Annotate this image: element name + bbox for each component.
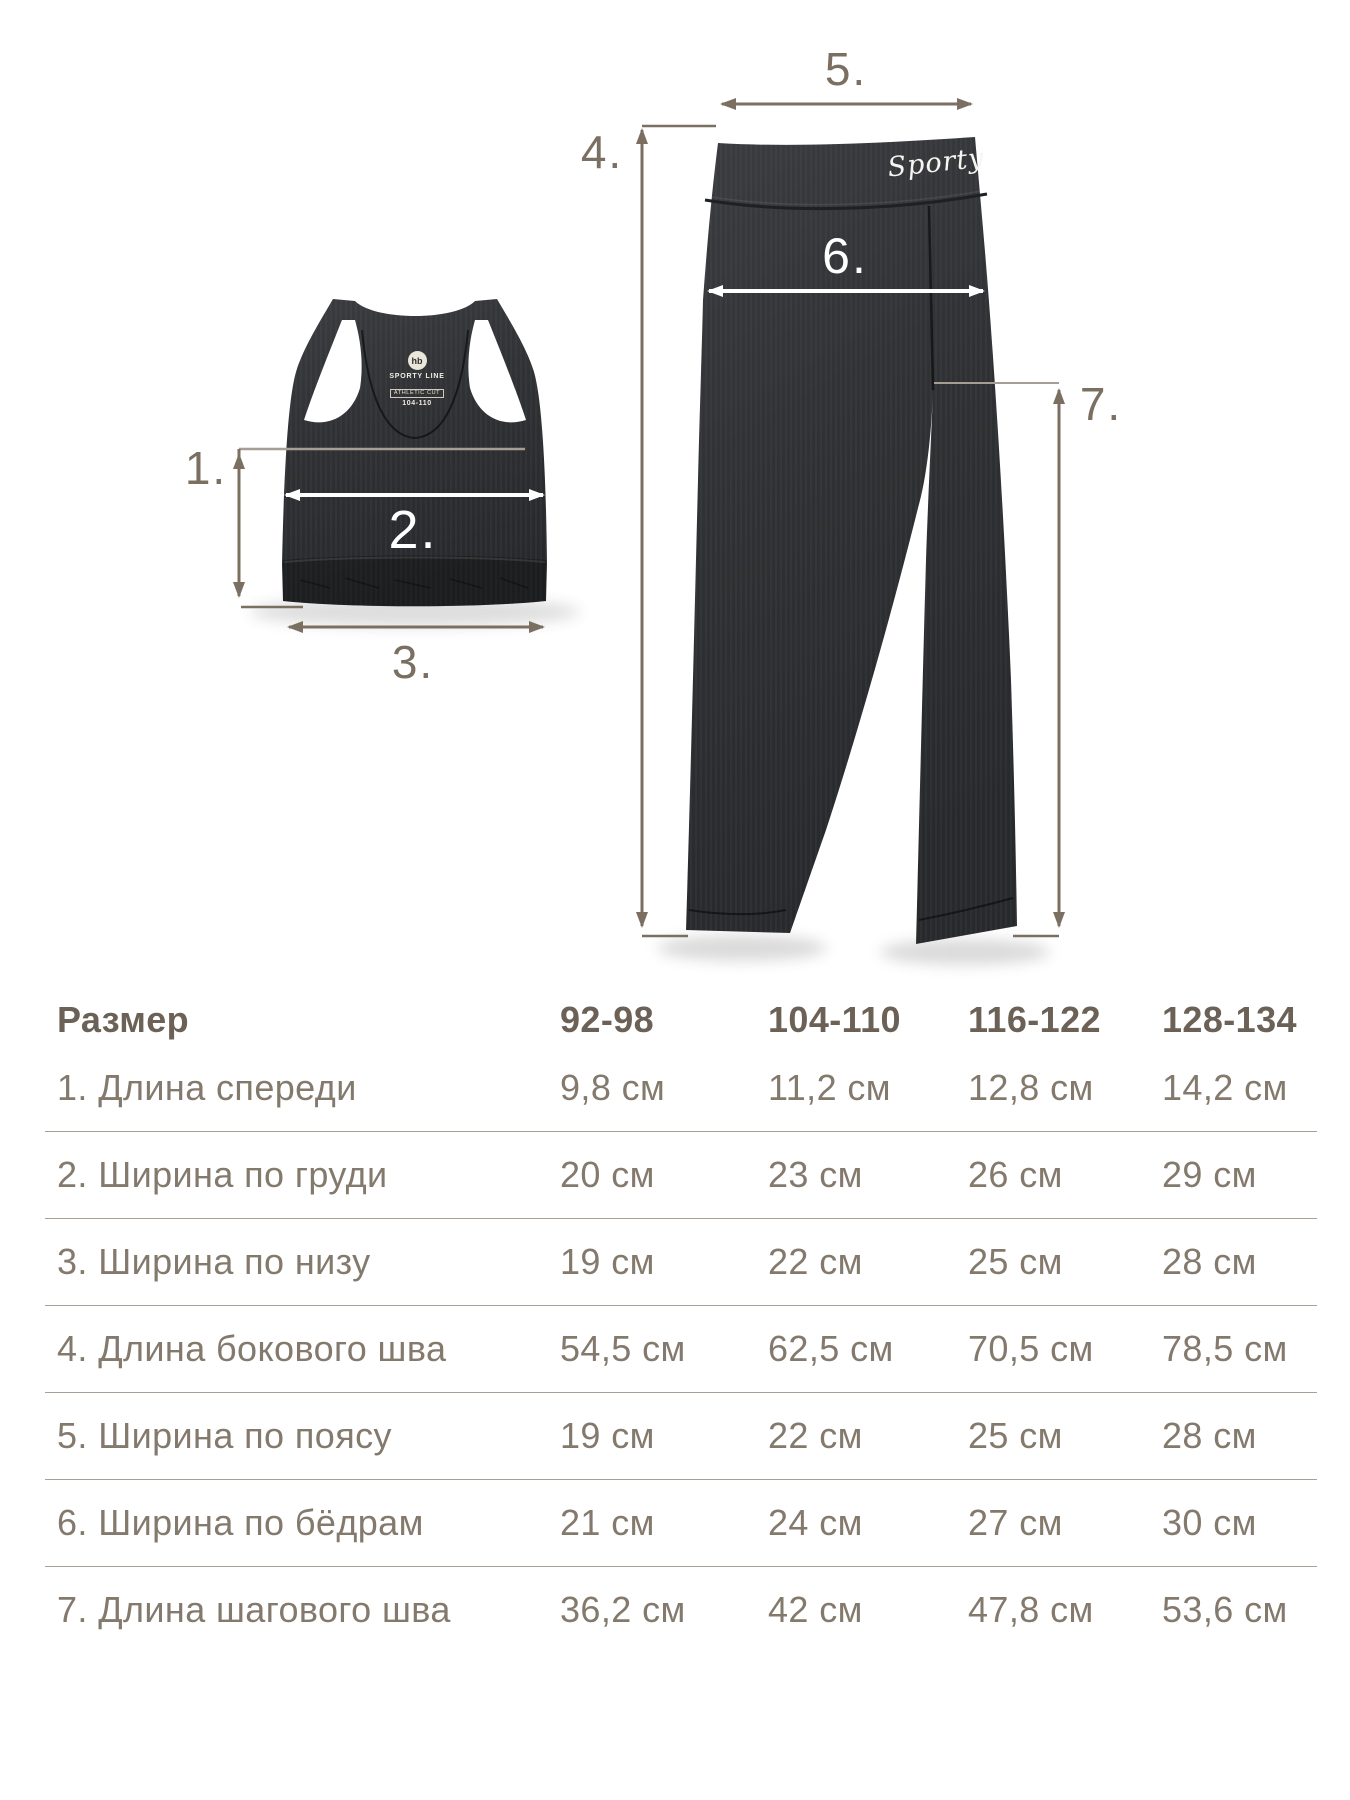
table-cell: 28 см: [1162, 1218, 1317, 1305]
bra-care-tag: [357, 351, 477, 408]
table-cell: 29 см: [1162, 1131, 1317, 1218]
table-cell: 22 см: [768, 1392, 968, 1479]
table-cell: 30 см: [1162, 1479, 1317, 1566]
table-header-size: Размер: [57, 999, 190, 1040]
table-row-label: 2. Ширина по груди: [45, 1131, 560, 1218]
table-cell: 78,5 см: [1162, 1305, 1317, 1392]
table-cell: 70,5 см: [968, 1305, 1162, 1392]
table-cell: 19 см: [560, 1392, 768, 1479]
table-cell: 11,2 см: [768, 1067, 891, 1108]
table-cell: 23 см: [768, 1131, 968, 1218]
table-cell: 27 см: [968, 1479, 1162, 1566]
tag-size-label: 104-110: [402, 400, 432, 407]
table-cell: 12,8 см: [968, 1067, 1094, 1108]
table-cell: 14,2 см: [1162, 1067, 1288, 1108]
measure-label-7: 7.: [1079, 378, 1123, 430]
table-header-col-1: 104-110: [768, 999, 901, 1040]
table-row-label: 6. Ширина по бёдрам: [45, 1479, 560, 1566]
measure-label-4: 4.: [580, 126, 624, 178]
table-row-label: 3. Ширина по низу: [45, 1218, 560, 1305]
table-cell: 62,5 см: [768, 1305, 968, 1392]
table-cell: 19 см: [560, 1218, 768, 1305]
table-cell: 25 см: [968, 1218, 1162, 1305]
table-cell: 9,8 см: [560, 1067, 666, 1108]
table-cell: 42 см: [768, 1566, 968, 1653]
table-cell: 24 см: [768, 1479, 968, 1566]
table-row-label: 1. Длина спереди: [57, 1067, 357, 1108]
table-row-label: 7. Длина шагового шва: [45, 1566, 560, 1653]
table-cell: 53,6 см: [1162, 1566, 1317, 1653]
table-cell: 54,5 см: [560, 1305, 768, 1392]
leggings-sporty-logo: Sporty: [886, 142, 986, 184]
table-cell: 25 см: [968, 1392, 1162, 1479]
measure-label-5: 5.: [824, 43, 868, 95]
brand-logo-text: hb: [411, 355, 423, 366]
table-cell: 47,8 см: [968, 1566, 1162, 1653]
table-cell: 21 см: [560, 1479, 768, 1566]
table-cell: 20 см: [560, 1131, 768, 1218]
measure-label-3: 3.: [391, 636, 435, 688]
measure-label-1: 1.: [184, 442, 228, 494]
measure-label-6: 6.: [822, 228, 868, 284]
brand-logo-badge: [408, 351, 427, 370]
table-header-col-2: 116-122: [968, 999, 1101, 1040]
table-row-label: 5. Ширина по поясу: [45, 1392, 560, 1479]
table-cell: 28 см: [1162, 1392, 1317, 1479]
tag-collection-name: SPORTY LINE: [389, 373, 445, 380]
table-cell: 22 см: [768, 1218, 968, 1305]
tag-cut-label: ATHLETIC CUT: [390, 389, 444, 398]
table-header-col-0: 92-98: [560, 999, 655, 1040]
table-row-label: 4. Длина бокового шва: [45, 1305, 560, 1392]
table-cell: 26 см: [968, 1131, 1162, 1218]
measure-label-2: 2.: [388, 500, 438, 560]
table-cell: 36,2 см: [560, 1566, 768, 1653]
size-table: [45, 995, 1317, 1653]
table-header-col-3: 128-134: [1162, 999, 1297, 1040]
